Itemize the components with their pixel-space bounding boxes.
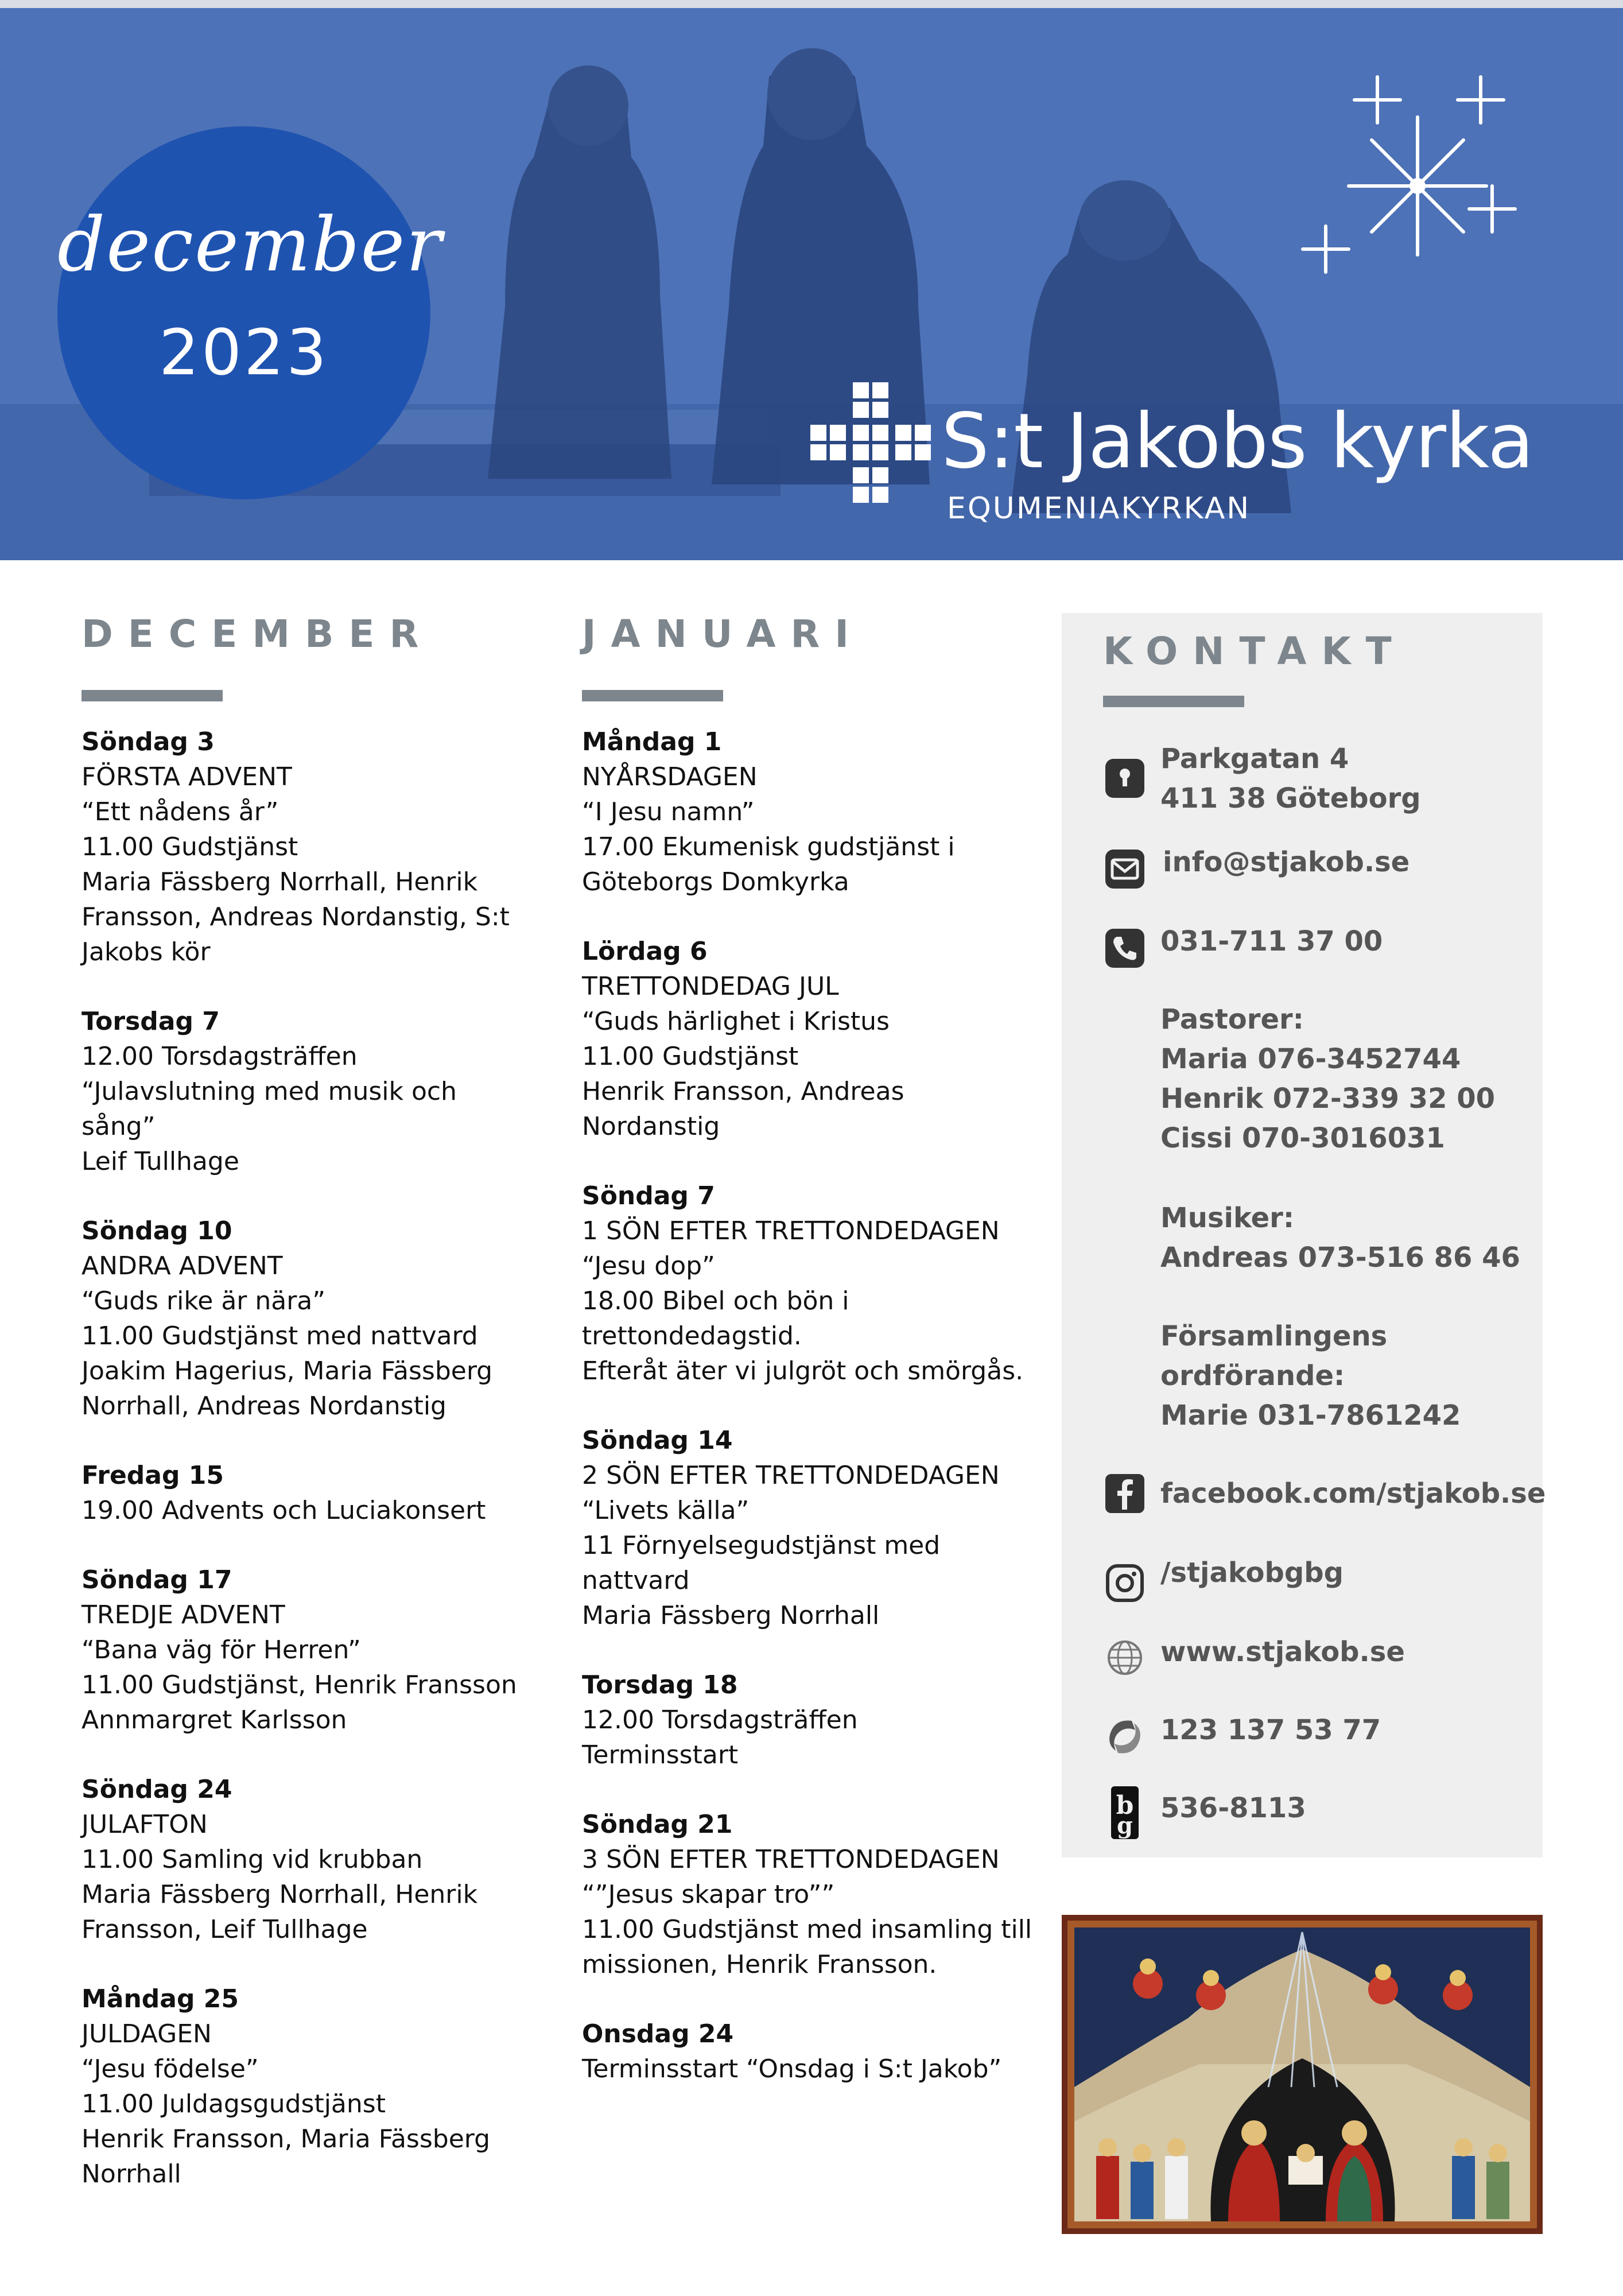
cross-logo-icon — [810, 382, 932, 504]
event-line: “Livets källa” — [582, 1496, 750, 1525]
event-item — [81, 1004, 535, 1179]
event-line: ANDRA ADVENT — [81, 1251, 283, 1281]
event-item — [582, 1667, 1058, 1773]
event-item — [81, 1562, 535, 1737]
event-day: Lördag 6 — [582, 937, 708, 966]
event-day: Fredag 15 — [81, 1461, 224, 1490]
kontakt-heading: KONTAKT — [1103, 629, 1407, 673]
event-line: 1 SÖN EFTER TRETTONDEDAGEN — [582, 1216, 1000, 1246]
event-item — [81, 1213, 535, 1424]
pastors-label: Pastorer: — [1160, 1003, 1304, 1035]
event-day: Måndag 25 — [81, 1984, 239, 2014]
globe-icon — [1103, 1636, 1147, 1680]
december-event-list — [81, 724, 535, 2192]
event-line: Fransson, Andreas Nordanstig, S:t — [81, 902, 510, 932]
phone-number[interactable]: 031-711 37 00 — [1160, 925, 1383, 957]
event-line: “I Jesu namn” — [582, 797, 755, 827]
event-line: Henrik Fransson, Maria Fässberg — [81, 2124, 491, 2154]
header-banner — [0, 8, 1623, 560]
event-line: 18.00 Bibel och bön i — [582, 1286, 849, 1316]
event-line: 11 Förnyelsegudstjänst med — [582, 1531, 941, 1560]
event-line: sång” — [81, 1112, 156, 1141]
event-line: 11.00 Gudstjänst med insamling till — [582, 1915, 1032, 1944]
januari-heading: JANUARI — [582, 612, 864, 656]
event-line: Norrhall — [81, 2159, 181, 2189]
event-day: Söndag 14 — [582, 1426, 733, 1455]
event-item — [582, 1423, 1058, 1633]
event-line: Maria Fässberg Norrhall, Henrik — [81, 1880, 478, 1909]
swish-icon — [1103, 1715, 1147, 1759]
event-item — [81, 1981, 535, 2192]
event-line: Jakobs kör — [81, 937, 211, 967]
pastor-henrik: Henrik 072-339 32 00 — [1160, 1083, 1495, 1115]
event-day: Söndag 3 — [81, 727, 215, 757]
month-script-label: december — [57, 201, 443, 288]
stars-icon — [1286, 60, 1550, 324]
event-line: 12.00 Torsdagsträffen — [81, 1042, 358, 1071]
keyhole-icon — [1103, 757, 1147, 800]
event-line: JULAFTON — [81, 1810, 208, 1839]
website-link[interactable]: www.stjakob.se — [1160, 1636, 1405, 1668]
event-line: “Jesu födelse” — [81, 2054, 259, 2084]
svg-text:g: g — [1117, 1812, 1133, 1839]
event-day: Söndag 24 — [81, 1775, 232, 1804]
event-line: Fransson, Leif Tullhage — [81, 1915, 368, 1944]
event-line: 11.00 Juldagsgudstjänst — [81, 2089, 386, 2119]
event-item — [81, 724, 535, 969]
event-day: Söndag 7 — [582, 1181, 715, 1211]
december-divider — [81, 690, 223, 701]
event-line: Terminsstart “Onsdag i S:t Jakob” — [582, 2054, 1002, 2084]
event-line: Henrik Fransson, Andreas — [582, 1077, 904, 1106]
event-line: 11.00 Samling vid krubban — [81, 1845, 423, 1874]
december-column — [81, 603, 535, 2226]
event-item — [81, 1458, 535, 1528]
musician-label: Musiker: — [1160, 1202, 1295, 1234]
mail-icon — [1103, 847, 1147, 891]
event-line: missionen, Henrik Fransson. — [582, 1950, 937, 1979]
chair-label-line1: Församlingens — [1160, 1320, 1388, 1352]
event-line: 11.00 Gudstjänst — [582, 1042, 799, 1071]
event-line: “Guds härlighet i Kristus — [582, 1007, 890, 1036]
church-subtitle: EQUMENIAKYRKAN — [947, 491, 1251, 526]
januari-divider — [582, 690, 723, 701]
december-heading: DECEMBER — [81, 612, 434, 656]
event-line: Norrhall, Andreas Nordanstig — [81, 1391, 446, 1421]
pastor-maria: Maria 076-3452744 — [1160, 1043, 1461, 1075]
event-line: 11.00 Gudstjänst — [81, 832, 298, 862]
event-item — [81, 1772, 535, 1947]
event-line: Maria Fässberg Norrhall — [582, 1601, 880, 1630]
event-line: nattvard — [582, 1566, 690, 1595]
event-line: “”Jesus skapar tro”” — [582, 1880, 835, 1909]
event-line: Annmargret Karlsson — [81, 1705, 347, 1735]
event-item — [582, 724, 1058, 899]
event-line: “Guds rike är nära” — [81, 1286, 326, 1316]
musician-andreas: Andreas 073-516 86 46 — [1160, 1242, 1520, 1274]
event-line: “Ett nådens år” — [81, 797, 279, 827]
svg-text:b: b — [1116, 1791, 1134, 1820]
bankgiro-icon — [1103, 1785, 1147, 1840]
email-link[interactable]: info@stjakob.se — [1163, 846, 1410, 878]
kontakt-divider — [1103, 696, 1244, 707]
top-border — [0, 0, 1623, 8]
event-day: Måndag 1 — [582, 727, 722, 757]
event-line: NYÅRSDAGEN — [582, 762, 758, 792]
event-line: TRETTONDEDAG JUL — [582, 972, 839, 1001]
year-label: 2023 — [159, 316, 329, 389]
event-line: FÖRSTA ADVENT — [81, 762, 292, 792]
event-line: Efteråt äter vi julgröt och smörgås. — [582, 1356, 1024, 1386]
event-day: Torsdag 18 — [582, 1670, 738, 1700]
event-line: Nordanstig — [582, 1112, 720, 1141]
event-line: 3 SÖN EFTER TRETTONDEDAGEN — [582, 1845, 1000, 1874]
event-line: 2 SÖN EFTER TRETTONDEDAGEN — [582, 1461, 1000, 1490]
event-line: 11.00 Gudstjänst med nattvard — [81, 1321, 478, 1351]
event-line: 19.00 Advents och Luciakonsert — [81, 1496, 486, 1525]
instagram-link[interactable]: /stjakobgbg — [1160, 1557, 1344, 1589]
chair-marie: Marie 031-7861242 — [1160, 1399, 1461, 1432]
event-day: Söndag 21 — [582, 1810, 733, 1839]
event-line: “Jesu dop” — [582, 1251, 715, 1281]
facebook-link[interactable]: facebook.com/stjakob.se — [1160, 1477, 1546, 1510]
church-name: S:t Jakobs kyrka — [941, 397, 1533, 486]
pastor-cissi: Cissi 070-3016031 — [1160, 1122, 1445, 1154]
facebook-icon — [1103, 1472, 1147, 1515]
event-line: TREDJE ADVENT — [81, 1600, 285, 1630]
event-line: JULDAGEN — [81, 2019, 212, 2049]
event-line: 11.00 Gudstjänst, Henrik Fransson — [81, 1670, 517, 1700]
event-line: Maria Fässberg Norrhall, Henrik — [81, 867, 478, 897]
swish-number: 123 137 53 77 — [1160, 1714, 1381, 1746]
address-line2: 411 38 Göteborg — [1160, 782, 1421, 815]
event-line: trettondedagstid. — [582, 1321, 802, 1351]
event-line: “Julavslutning med musik och — [81, 1077, 457, 1106]
phone-icon — [1103, 926, 1147, 970]
event-item — [582, 1807, 1058, 1982]
event-line: Terminsstart — [582, 1740, 739, 1770]
kontakt-panel — [1062, 613, 1546, 1857]
instagram-icon — [1103, 1561, 1147, 1605]
address-line1: Parkgatan 4 — [1160, 743, 1349, 775]
event-line: 17.00 Ekumenisk gudstjänst i — [582, 832, 955, 862]
bankgiro-number: 536-8113 — [1160, 1792, 1306, 1824]
januari-column — [582, 603, 1058, 2121]
event-day: Söndag 10 — [81, 1216, 232, 1246]
event-line: Leif Tullhage — [81, 1147, 239, 1176]
event-day: Söndag 17 — [81, 1565, 232, 1595]
event-line: 12.00 Torsdagsträffen — [582, 1705, 858, 1735]
event-line: Joakim Hagerius, Maria Fässberg — [81, 1356, 493, 1386]
event-day: Torsdag 7 — [81, 1007, 220, 1036]
januari-event-list — [582, 724, 1058, 2086]
event-line: Göteborgs Domkyrka — [582, 867, 849, 897]
nativity-icon-painting — [1062, 1915, 1543, 2234]
event-item — [582, 934, 1058, 1144]
event-item — [582, 1178, 1058, 1389]
event-line: “Bana väg för Herren” — [81, 1635, 361, 1665]
month-badge — [57, 126, 443, 499]
event-day: Onsdag 24 — [582, 2019, 734, 2049]
chair-label-line2: ordförande: — [1160, 1360, 1345, 1392]
event-item — [582, 2016, 1058, 2086]
